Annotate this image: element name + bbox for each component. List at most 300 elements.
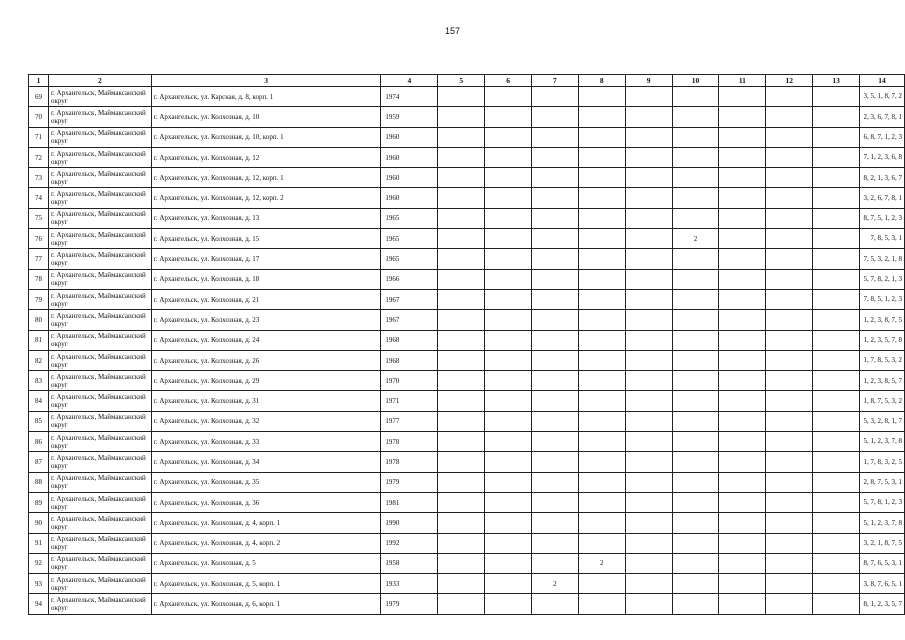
address-cell: г. Архангельск, ул. Колхозная, д. 36 bbox=[151, 492, 381, 512]
col14-cell: 1, 7, 8, 3, 2, 5 bbox=[860, 452, 905, 472]
col14-cell: 7, 8, 5, 1, 2, 3 bbox=[860, 289, 905, 309]
col13-cell bbox=[813, 107, 860, 127]
col6-cell bbox=[485, 289, 532, 309]
col8-cell bbox=[578, 391, 625, 411]
col7-cell bbox=[532, 411, 579, 431]
row-number-cell: 83 bbox=[29, 371, 49, 391]
col7-cell bbox=[532, 432, 579, 452]
col12-cell bbox=[766, 432, 813, 452]
col11-cell bbox=[719, 371, 766, 391]
col12-cell bbox=[766, 411, 813, 431]
col9-cell bbox=[625, 553, 672, 573]
district-cell: г. Архангельск, Маймаксанский округ bbox=[48, 533, 151, 553]
col14-cell: 3, 8, 7, 6, 5, 1 bbox=[860, 574, 905, 594]
address-cell: г. Архангельск, ул. Колхозная, д. 23 bbox=[151, 310, 381, 330]
col8-cell bbox=[578, 330, 625, 350]
col10-cell bbox=[672, 472, 719, 492]
col7-cell bbox=[532, 168, 579, 188]
col5-cell bbox=[438, 472, 485, 492]
col9-cell bbox=[625, 229, 672, 249]
page-number: 157 bbox=[444, 26, 461, 36]
col6-cell bbox=[485, 492, 532, 512]
row-number-cell: 90 bbox=[29, 513, 49, 533]
header-cell: 8 bbox=[578, 75, 625, 87]
table-row bbox=[29, 452, 905, 472]
row-number-cell: 79 bbox=[29, 289, 49, 309]
col13-cell bbox=[813, 87, 860, 107]
col5-cell bbox=[438, 249, 485, 269]
col14-cell: 3, 2, 1, 8, 7, 5 bbox=[860, 533, 905, 553]
col13-cell bbox=[813, 411, 860, 431]
col5-cell bbox=[438, 533, 485, 553]
col11-cell bbox=[719, 208, 766, 228]
row-number-cell: 82 bbox=[29, 350, 49, 370]
col13-cell bbox=[813, 472, 860, 492]
year-cell: 1977 bbox=[381, 411, 438, 431]
col6-cell bbox=[485, 249, 532, 269]
address-cell: г. Архангельск, ул. Колхозная, д. 31 bbox=[151, 391, 381, 411]
row-number-cell: 74 bbox=[29, 188, 49, 208]
col9-cell bbox=[625, 411, 672, 431]
col13-cell bbox=[813, 391, 860, 411]
col8-cell bbox=[578, 350, 625, 370]
col7-cell bbox=[532, 289, 579, 309]
col10-cell bbox=[672, 269, 719, 289]
year-cell: 1990 bbox=[381, 513, 438, 533]
col12-cell bbox=[766, 350, 813, 370]
year-cell: 1974 bbox=[381, 87, 438, 107]
col8-cell bbox=[578, 513, 625, 533]
header-cell: 14 bbox=[860, 75, 905, 87]
address-cell: г. Архангельск, ул. Колхозная, д. 12, корп. 2 bbox=[151, 188, 381, 208]
col9-cell bbox=[625, 147, 672, 167]
col13-cell bbox=[813, 289, 860, 309]
col11-cell bbox=[719, 249, 766, 269]
col12-cell bbox=[766, 310, 813, 330]
col9-cell bbox=[625, 472, 672, 492]
col8-cell bbox=[578, 472, 625, 492]
col5-cell bbox=[438, 432, 485, 452]
year-cell: 1933 bbox=[381, 574, 438, 594]
col12-cell bbox=[766, 147, 813, 167]
col5-cell bbox=[438, 350, 485, 370]
col5-cell bbox=[438, 492, 485, 512]
district-cell: г. Архангельск, Маймаксанский округ bbox=[48, 249, 151, 269]
header-cell: 5 bbox=[438, 75, 485, 87]
col14-cell: 7, 1, 2, 3, 6, 8 bbox=[860, 147, 905, 167]
header-cell: 1 bbox=[29, 75, 49, 87]
col5-cell bbox=[438, 269, 485, 289]
col9-cell bbox=[625, 249, 672, 269]
year-cell: 1970 bbox=[381, 371, 438, 391]
district-cell: г. Архангельск, Маймаксанский округ bbox=[48, 553, 151, 573]
col10-cell bbox=[672, 310, 719, 330]
col9-cell bbox=[625, 289, 672, 309]
col11-cell bbox=[719, 472, 766, 492]
col13-cell bbox=[813, 432, 860, 452]
col8-cell bbox=[578, 492, 625, 512]
col11-cell bbox=[719, 533, 766, 553]
col8-cell bbox=[578, 289, 625, 309]
row-number-cell: 76 bbox=[29, 229, 49, 249]
district-cell: г. Архангельск, Маймаксанский округ bbox=[48, 330, 151, 350]
col12-cell bbox=[766, 229, 813, 249]
header-cell: 13 bbox=[813, 75, 860, 87]
col11-cell bbox=[719, 229, 766, 249]
col5-cell bbox=[438, 391, 485, 411]
col11-cell bbox=[719, 269, 766, 289]
header-cell: 12 bbox=[766, 75, 813, 87]
col14-cell: 2, 8, 7, 5, 3, 1 bbox=[860, 472, 905, 492]
col12-cell bbox=[766, 127, 813, 147]
col13-cell bbox=[813, 229, 860, 249]
col6-cell bbox=[485, 411, 532, 431]
col5-cell bbox=[438, 87, 485, 107]
col6-cell bbox=[485, 147, 532, 167]
col11-cell bbox=[719, 310, 766, 330]
col7-cell bbox=[532, 127, 579, 147]
col12-cell bbox=[766, 249, 813, 269]
col13-cell bbox=[813, 208, 860, 228]
col12-cell bbox=[766, 168, 813, 188]
row-number-cell: 77 bbox=[29, 249, 49, 269]
col11-cell bbox=[719, 107, 766, 127]
row-number-cell: 75 bbox=[29, 208, 49, 228]
table-row bbox=[29, 350, 905, 370]
col6-cell bbox=[485, 310, 532, 330]
col9-cell bbox=[625, 574, 672, 594]
col14-cell: 1, 2, 3, 8, 7, 5 bbox=[860, 310, 905, 330]
col10-cell bbox=[672, 350, 719, 370]
col5-cell bbox=[438, 168, 485, 188]
col14-cell: 3, 2, 6, 7, 8, 1 bbox=[860, 188, 905, 208]
col8-cell bbox=[578, 432, 625, 452]
district-cell: г. Архангельск, Маймаксанский округ bbox=[48, 411, 151, 431]
col7-cell bbox=[532, 371, 579, 391]
col8-cell bbox=[578, 188, 625, 208]
col12-cell bbox=[766, 289, 813, 309]
col13-cell bbox=[813, 147, 860, 167]
col11-cell bbox=[719, 188, 766, 208]
col10-cell bbox=[672, 553, 719, 573]
table-row bbox=[29, 269, 905, 289]
year-cell: 1967 bbox=[381, 289, 438, 309]
col10-cell bbox=[672, 513, 719, 533]
col14-cell: 1, 2, 3, 5, 7, 8 bbox=[860, 330, 905, 350]
col8-cell bbox=[578, 229, 625, 249]
col6-cell bbox=[485, 330, 532, 350]
col5-cell bbox=[438, 411, 485, 431]
col6-cell bbox=[485, 127, 532, 147]
table-row bbox=[29, 208, 905, 228]
col6-cell bbox=[485, 229, 532, 249]
col13-cell bbox=[813, 188, 860, 208]
address-cell: г. Архангельск, ул. Колхозная, д. 29 bbox=[151, 371, 381, 391]
row-number-cell: 80 bbox=[29, 310, 49, 330]
col14-cell: 8, 7, 6, 5, 3, 1 bbox=[860, 553, 905, 573]
col12-cell bbox=[766, 553, 813, 573]
col11-cell bbox=[719, 452, 766, 472]
col11-cell bbox=[719, 147, 766, 167]
col10-cell bbox=[672, 147, 719, 167]
col14-cell: 8, 7, 5, 1, 2, 3 bbox=[860, 208, 905, 228]
district-cell: г. Архангельск, Маймаксанский округ bbox=[48, 168, 151, 188]
col6-cell bbox=[485, 594, 532, 614]
year-cell: 1958 bbox=[381, 553, 438, 573]
col14-cell: 8, 1, 2, 3, 5, 7 bbox=[860, 594, 905, 614]
address-cell: г. Архангельск, ул. Колхозная, д. 12, корп. 1 bbox=[151, 168, 381, 188]
col6-cell bbox=[485, 350, 532, 370]
year-cell: 1965 bbox=[381, 208, 438, 228]
col8-cell bbox=[578, 127, 625, 147]
col9-cell bbox=[625, 391, 672, 411]
district-cell: г. Архангельск, Маймаксанский округ bbox=[48, 87, 151, 107]
col9-cell bbox=[625, 533, 672, 553]
address-cell: г. Архангельск, ул. Колхозная, д. 33 bbox=[151, 432, 381, 452]
col12-cell bbox=[766, 269, 813, 289]
district-cell: г. Архангельск, Маймаксанский округ bbox=[48, 127, 151, 147]
year-cell: 1981 bbox=[381, 492, 438, 512]
row-number-cell: 71 bbox=[29, 127, 49, 147]
row-number-cell: 88 bbox=[29, 472, 49, 492]
address-cell: г. Архангельск, ул. Колхозная, д. 32 bbox=[151, 411, 381, 431]
row-number-cell: 78 bbox=[29, 269, 49, 289]
col6-cell bbox=[485, 391, 532, 411]
col12-cell bbox=[766, 391, 813, 411]
col6-cell bbox=[485, 87, 532, 107]
col10-cell bbox=[672, 289, 719, 309]
col9-cell bbox=[625, 87, 672, 107]
year-cell: 1971 bbox=[381, 391, 438, 411]
col9-cell bbox=[625, 168, 672, 188]
col6-cell bbox=[485, 452, 532, 472]
col12-cell bbox=[766, 594, 813, 614]
district-cell: г. Архангельск, Маймаксанский округ bbox=[48, 147, 151, 167]
col5-cell bbox=[438, 147, 485, 167]
address-cell: г. Архангельск, ул. Колхозная, д. 26 bbox=[151, 350, 381, 370]
address-cell: г. Архангельск, ул. Колхозная, д. 5, корп. 1 bbox=[151, 574, 381, 594]
table-row bbox=[29, 87, 905, 107]
table-row bbox=[29, 533, 905, 553]
district-cell: г. Архангельск, Маймаксанский округ bbox=[48, 432, 151, 452]
col7-cell bbox=[532, 472, 579, 492]
table-row bbox=[29, 553, 905, 573]
col7-cell bbox=[532, 269, 579, 289]
col13-cell bbox=[813, 330, 860, 350]
col10-cell bbox=[672, 371, 719, 391]
col7-cell bbox=[532, 147, 579, 167]
row-number-cell: 81 bbox=[29, 330, 49, 350]
col12-cell bbox=[766, 87, 813, 107]
table-row bbox=[29, 229, 905, 249]
address-cell: г. Архангельск, ул. Колхозная, д. 5 bbox=[151, 553, 381, 573]
col5-cell bbox=[438, 107, 485, 127]
address-cell: г. Архангельск, ул. Колхозная, д. 34 bbox=[151, 452, 381, 472]
col6-cell bbox=[485, 208, 532, 228]
col7-cell bbox=[532, 594, 579, 614]
col7-cell bbox=[532, 492, 579, 512]
header-cell: 6 bbox=[485, 75, 532, 87]
col11-cell bbox=[719, 350, 766, 370]
district-cell: г. Архангельск, Маймаксанский округ bbox=[48, 350, 151, 370]
col8-cell bbox=[578, 269, 625, 289]
table-row bbox=[29, 330, 905, 350]
district-cell: г. Архангельск, Маймаксанский округ bbox=[48, 208, 151, 228]
col11-cell bbox=[719, 391, 766, 411]
row-number-cell: 72 bbox=[29, 147, 49, 167]
table-row bbox=[29, 513, 905, 533]
table-row bbox=[29, 594, 905, 614]
col7-cell bbox=[532, 533, 579, 553]
col9-cell bbox=[625, 107, 672, 127]
col12-cell bbox=[766, 208, 813, 228]
col5-cell bbox=[438, 594, 485, 614]
col11-cell bbox=[719, 553, 766, 573]
col14-cell: 7, 5, 3, 2, 1, 8 bbox=[860, 249, 905, 269]
district-cell: г. Архангельск, Маймаксанский округ bbox=[48, 107, 151, 127]
table-row bbox=[29, 107, 905, 127]
address-cell: г. Архангельск, ул. Колхозная, д. 13 bbox=[151, 208, 381, 228]
col10-cell bbox=[672, 168, 719, 188]
col8-cell bbox=[578, 574, 625, 594]
col10-cell bbox=[672, 594, 719, 614]
col10-cell bbox=[672, 87, 719, 107]
year-cell: 1992 bbox=[381, 533, 438, 553]
col11-cell bbox=[719, 289, 766, 309]
col7-cell bbox=[532, 350, 579, 370]
header-cell: 2 bbox=[48, 75, 151, 87]
col7-cell bbox=[532, 310, 579, 330]
col12-cell bbox=[766, 574, 813, 594]
header-cell: 3 bbox=[151, 75, 381, 87]
col9-cell bbox=[625, 188, 672, 208]
col11-cell bbox=[719, 168, 766, 188]
col6-cell bbox=[485, 472, 532, 492]
table-row bbox=[29, 492, 905, 512]
col7-cell bbox=[532, 87, 579, 107]
col10-cell bbox=[672, 249, 719, 269]
col6-cell bbox=[485, 188, 532, 208]
col7-cell bbox=[532, 188, 579, 208]
col9-cell bbox=[625, 269, 672, 289]
district-cell: г. Архангельск, Маймаксанский округ bbox=[48, 310, 151, 330]
col7-cell bbox=[532, 452, 579, 472]
year-cell: 1965 bbox=[381, 229, 438, 249]
year-cell: 1959 bbox=[381, 107, 438, 127]
address-cell: г. Архангельск, ул. Колхозная, д. 15 bbox=[151, 229, 381, 249]
col5-cell bbox=[438, 310, 485, 330]
col5-cell bbox=[438, 452, 485, 472]
col10-cell bbox=[672, 452, 719, 472]
district-cell: г. Архангельск, Маймаксанский округ bbox=[48, 289, 151, 309]
col13-cell bbox=[813, 594, 860, 614]
col5-cell bbox=[438, 127, 485, 147]
row-number-cell: 87 bbox=[29, 452, 49, 472]
year-cell: 1978 bbox=[381, 432, 438, 452]
year-cell: 1967 bbox=[381, 310, 438, 330]
col6-cell bbox=[485, 513, 532, 533]
col5-cell bbox=[438, 513, 485, 533]
col7-cell bbox=[532, 249, 579, 269]
col10-cell bbox=[672, 533, 719, 553]
district-cell: г. Архангельск, Маймаксанский округ bbox=[48, 513, 151, 533]
address-cell: г. Архангельск, ул. Карская, д. 8, корп. 1 bbox=[151, 87, 381, 107]
table-row bbox=[29, 574, 905, 594]
col9-cell bbox=[625, 492, 672, 512]
col6-cell bbox=[485, 533, 532, 553]
col11-cell bbox=[719, 330, 766, 350]
col14-cell: 5, 7, 8, 1, 2, 3 bbox=[860, 492, 905, 512]
row-number-cell: 86 bbox=[29, 432, 49, 452]
col7-cell: 2 bbox=[532, 574, 579, 594]
header-row bbox=[29, 75, 905, 87]
table-body bbox=[29, 87, 905, 615]
col9-cell bbox=[625, 127, 672, 147]
col14-cell: 5, 1, 2, 3, 7, 8 bbox=[860, 432, 905, 452]
col12-cell bbox=[766, 472, 813, 492]
col13-cell bbox=[813, 452, 860, 472]
col6-cell bbox=[485, 168, 532, 188]
district-cell: г. Архангельск, Маймаксанский округ bbox=[48, 229, 151, 249]
col7-cell bbox=[532, 553, 579, 573]
col10-cell bbox=[672, 492, 719, 512]
col12-cell bbox=[766, 533, 813, 553]
col10-cell bbox=[672, 330, 719, 350]
year-cell: 1960 bbox=[381, 147, 438, 167]
table-row bbox=[29, 432, 905, 452]
row-number-cell: 70 bbox=[29, 107, 49, 127]
header-cell: 10 bbox=[672, 75, 719, 87]
col10-cell bbox=[672, 208, 719, 228]
col6-cell bbox=[485, 432, 532, 452]
col13-cell bbox=[813, 371, 860, 391]
col13-cell bbox=[813, 350, 860, 370]
col5-cell bbox=[438, 371, 485, 391]
row-number-cell: 89 bbox=[29, 492, 49, 512]
col14-cell: 7, 8, 5, 3, 1 bbox=[860, 229, 905, 249]
col9-cell bbox=[625, 310, 672, 330]
table-row bbox=[29, 249, 905, 269]
col13-cell bbox=[813, 533, 860, 553]
col8-cell bbox=[578, 107, 625, 127]
col9-cell bbox=[625, 350, 672, 370]
col12-cell bbox=[766, 513, 813, 533]
col8-cell bbox=[578, 249, 625, 269]
col12-cell bbox=[766, 330, 813, 350]
col8-cell bbox=[578, 411, 625, 431]
address-cell: г. Архангельск, ул. Колхозная, д. 6, корп. 1 bbox=[151, 594, 381, 614]
year-cell: 1979 bbox=[381, 594, 438, 614]
col9-cell bbox=[625, 208, 672, 228]
district-cell: г. Архангельск, Маймаксанский округ bbox=[48, 574, 151, 594]
district-cell: г. Архангельск, Маймаксанский округ bbox=[48, 188, 151, 208]
address-cell: г. Архангельск, ул. Колхозная, д. 18 bbox=[151, 269, 381, 289]
col7-cell bbox=[532, 330, 579, 350]
col7-cell bbox=[532, 513, 579, 533]
col12-cell bbox=[766, 188, 813, 208]
address-cell: г. Архангельск, ул. Колхозная, д. 35 bbox=[151, 472, 381, 492]
district-cell: г. Архангельск, Маймаксанский округ bbox=[48, 371, 151, 391]
header-cell: 4 bbox=[381, 75, 438, 87]
col10-cell bbox=[672, 107, 719, 127]
col10-cell bbox=[672, 188, 719, 208]
header-cell: 11 bbox=[719, 75, 766, 87]
col9-cell bbox=[625, 371, 672, 391]
col13-cell bbox=[813, 249, 860, 269]
district-cell: г. Архангельск, Маймаксанский округ bbox=[48, 391, 151, 411]
year-cell: 1978 bbox=[381, 452, 438, 472]
col14-cell: 8, 2, 1, 3, 6, 7 bbox=[860, 168, 905, 188]
